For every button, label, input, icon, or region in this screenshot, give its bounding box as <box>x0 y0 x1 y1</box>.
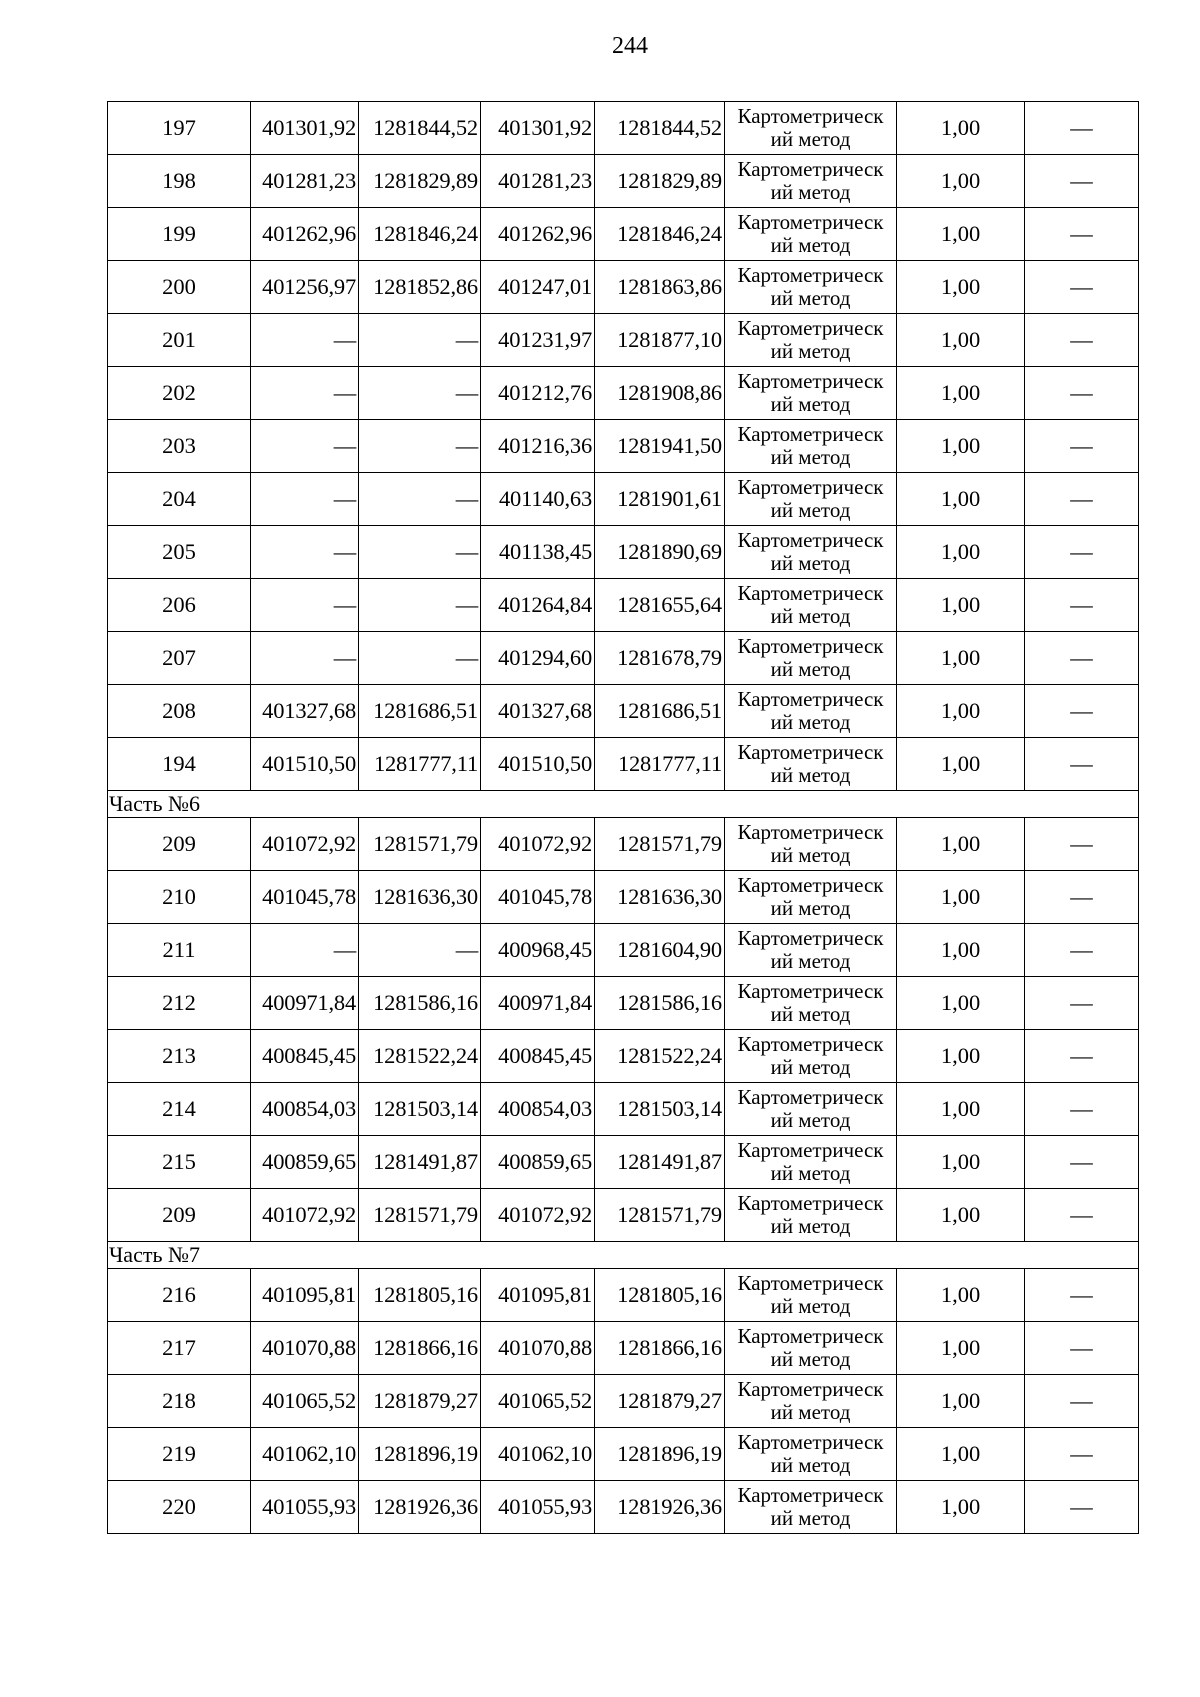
y-new-cell: 1281604,90 <box>595 924 725 977</box>
y-old-cell: 1281852,86 <box>359 261 481 314</box>
method-line-1: Картометрическ <box>737 634 884 658</box>
method-line-2: ий метод <box>770 896 851 920</box>
table-row <box>108 526 1139 579</box>
x-old-cell: 401327,68 <box>251 685 359 738</box>
x-old-cell: — <box>251 473 359 526</box>
x-new-cell: 401294,60 <box>481 632 595 685</box>
accuracy-cell: 1,00 <box>897 1428 1025 1481</box>
method-line-1: Картометрическ <box>737 926 884 950</box>
method-cell <box>725 579 897 632</box>
point-number-cell: 201 <box>108 314 251 367</box>
x-old-cell: 400845,45 <box>251 1030 359 1083</box>
method-line-2: ий метод <box>770 339 851 363</box>
note-cell: — <box>1025 473 1139 526</box>
x-new-cell: 401510,50 <box>481 738 595 791</box>
method-line-1: Картометрическ <box>737 475 884 499</box>
y-new-cell: 1281829,89 <box>595 155 725 208</box>
method-line-1: Картометрическ <box>737 979 884 1003</box>
table-row <box>108 420 1139 473</box>
y-old-cell: 1281491,87 <box>359 1136 481 1189</box>
table-row <box>108 924 1139 977</box>
x-new-cell: 401264,84 <box>481 579 595 632</box>
method-line-2: ий метод <box>770 1453 851 1477</box>
x-old-cell: 400859,65 <box>251 1136 359 1189</box>
accuracy-cell: 1,00 <box>897 818 1025 871</box>
table-body <box>108 102 1139 1534</box>
point-number-cell: 217 <box>108 1322 251 1375</box>
method-line-1: Картометрическ <box>737 820 884 844</box>
table-row <box>108 1189 1139 1242</box>
point-number-cell: 218 <box>108 1375 251 1428</box>
method-line-1: Картометрическ <box>737 263 884 287</box>
accuracy-cell: 1,00 <box>897 1189 1025 1242</box>
x-old-cell: 401072,92 <box>251 1189 359 1242</box>
method-line-2: ий метод <box>770 180 851 204</box>
x-old-cell: 401045,78 <box>251 871 359 924</box>
note-cell: — <box>1025 579 1139 632</box>
note-cell: — <box>1025 420 1139 473</box>
method-line-1: Картометрическ <box>737 1483 884 1507</box>
y-new-cell: 1281879,27 <box>595 1375 725 1428</box>
accuracy-cell: 1,00 <box>897 1322 1025 1375</box>
method-line-2: ий метод <box>770 710 851 734</box>
method-line-1: Картометрическ <box>737 1032 884 1056</box>
point-number-cell: 214 <box>108 1083 251 1136</box>
table-row <box>108 1083 1139 1136</box>
x-new-cell: 401065,52 <box>481 1375 595 1428</box>
method-cell <box>725 871 897 924</box>
y-old-cell: 1281866,16 <box>359 1322 481 1375</box>
method-cell <box>725 526 897 579</box>
note-cell: — <box>1025 1083 1139 1136</box>
x-old-cell: 401072,92 <box>251 818 359 871</box>
point-number-cell: 205 <box>108 526 251 579</box>
x-new-cell: 401262,96 <box>481 208 595 261</box>
method-line-2: ий метод <box>770 1400 851 1424</box>
note-cell: — <box>1025 314 1139 367</box>
table-row <box>108 632 1139 685</box>
y-new-cell: 1281866,16 <box>595 1322 725 1375</box>
table-row <box>108 102 1139 155</box>
y-new-cell: 1281877,10 <box>595 314 725 367</box>
table-row <box>108 1375 1139 1428</box>
method-cell <box>725 1375 897 1428</box>
note-cell: — <box>1025 1322 1139 1375</box>
x-new-cell: 401045,78 <box>481 871 595 924</box>
method-line-2: ий метод <box>770 1214 851 1238</box>
table-row <box>108 818 1139 871</box>
x-new-cell: 401301,92 <box>481 102 595 155</box>
x-new-cell: 401281,23 <box>481 155 595 208</box>
method-line-2: ий метод <box>770 1347 851 1371</box>
y-old-cell: — <box>359 314 481 367</box>
method-line-2: ий метод <box>770 1506 851 1530</box>
method-line-1: Картометрическ <box>737 104 884 128</box>
x-old-cell: 401301,92 <box>251 102 359 155</box>
note-cell: — <box>1025 1269 1139 1322</box>
y-old-cell: 1281686,51 <box>359 685 481 738</box>
y-old-cell: — <box>359 367 481 420</box>
x-old-cell: — <box>251 314 359 367</box>
method-cell <box>725 685 897 738</box>
point-number-cell: 194 <box>108 738 251 791</box>
method-cell <box>725 314 897 367</box>
y-new-cell: 1281655,64 <box>595 579 725 632</box>
method-line-2: ий метод <box>770 843 851 867</box>
y-new-cell: 1281844,52 <box>595 102 725 155</box>
point-number-cell: 212 <box>108 977 251 1030</box>
method-line-2: ий метод <box>770 286 851 310</box>
x-old-cell: 401055,93 <box>251 1481 359 1534</box>
method-line-2: ий метод <box>770 763 851 787</box>
accuracy-cell: 1,00 <box>897 1083 1025 1136</box>
table-row <box>108 871 1139 924</box>
y-new-cell: 1281503,14 <box>595 1083 725 1136</box>
point-number-cell: 206 <box>108 579 251 632</box>
x-old-cell: — <box>251 579 359 632</box>
x-old-cell: 401095,81 <box>251 1269 359 1322</box>
y-new-cell: 1281908,86 <box>595 367 725 420</box>
accuracy-cell: 1,00 <box>897 367 1025 420</box>
y-new-cell: 1281805,16 <box>595 1269 725 1322</box>
y-new-cell: 1281901,61 <box>595 473 725 526</box>
note-cell: — <box>1025 1481 1139 1534</box>
method-cell <box>725 1269 897 1322</box>
y-new-cell: 1281491,87 <box>595 1136 725 1189</box>
accuracy-cell: 1,00 <box>897 924 1025 977</box>
x-new-cell: 401247,01 <box>481 261 595 314</box>
accuracy-cell: 1,00 <box>897 685 1025 738</box>
table-row <box>108 685 1139 738</box>
point-number-cell: 199 <box>108 208 251 261</box>
method-line-2: ий метод <box>770 498 851 522</box>
point-number-cell: 213 <box>108 1030 251 1083</box>
table-row <box>108 261 1139 314</box>
method-line-1: Картометрическ <box>737 740 884 764</box>
method-line-1: Картометрическ <box>737 1430 884 1454</box>
accuracy-cell: 1,00 <box>897 473 1025 526</box>
accuracy-cell: 1,00 <box>897 261 1025 314</box>
accuracy-cell: 1,00 <box>897 632 1025 685</box>
y-new-cell: 1281846,24 <box>595 208 725 261</box>
x-new-cell: 401072,92 <box>481 1189 595 1242</box>
x-new-cell: 401055,93 <box>481 1481 595 1534</box>
table-row <box>108 579 1139 632</box>
accuracy-cell: 1,00 <box>897 1030 1025 1083</box>
method-cell <box>725 632 897 685</box>
y-new-cell: 1281678,79 <box>595 632 725 685</box>
coordinates-table <box>107 101 1139 1534</box>
x-new-cell: 400859,65 <box>481 1136 595 1189</box>
y-new-cell: 1281636,30 <box>595 871 725 924</box>
note-cell: — <box>1025 685 1139 738</box>
method-line-1: Картометрическ <box>737 1085 884 1109</box>
y-new-cell: 1281926,36 <box>595 1481 725 1534</box>
note-cell: — <box>1025 261 1139 314</box>
y-new-cell: 1281586,16 <box>595 977 725 1030</box>
x-old-cell: — <box>251 632 359 685</box>
note-cell: — <box>1025 526 1139 579</box>
table-row <box>108 155 1139 208</box>
method-cell <box>725 155 897 208</box>
note-cell: — <box>1025 818 1139 871</box>
point-number-cell: 215 <box>108 1136 251 1189</box>
y-old-cell: 1281896,19 <box>359 1428 481 1481</box>
accuracy-cell: 1,00 <box>897 1375 1025 1428</box>
accuracy-cell: 1,00 <box>897 526 1025 579</box>
method-cell <box>725 924 897 977</box>
y-old-cell: — <box>359 579 481 632</box>
y-old-cell: 1281522,24 <box>359 1030 481 1083</box>
method-line-2: ий метод <box>770 1108 851 1132</box>
method-line-1: Картометрическ <box>737 873 884 897</box>
table-row <box>108 1269 1139 1322</box>
method-line-2: ий метод <box>770 1002 851 1026</box>
accuracy-cell: 1,00 <box>897 314 1025 367</box>
method-line-1: Картометрическ <box>737 157 884 181</box>
method-cell <box>725 818 897 871</box>
method-line-1: Картометрическ <box>737 581 884 605</box>
y-old-cell: — <box>359 420 481 473</box>
accuracy-cell: 1,00 <box>897 155 1025 208</box>
method-cell <box>725 1136 897 1189</box>
method-cell <box>725 977 897 1030</box>
method-line-1: Картометрическ <box>737 1271 884 1295</box>
y-new-cell: 1281686,51 <box>595 685 725 738</box>
table-row <box>108 208 1139 261</box>
point-number-cell: 203 <box>108 420 251 473</box>
accuracy-cell: 1,00 <box>897 1481 1025 1534</box>
y-old-cell: 1281571,79 <box>359 818 481 871</box>
method-line-2: ий метод <box>770 392 851 416</box>
x-new-cell: 401062,10 <box>481 1428 595 1481</box>
method-line-2: ий метод <box>770 657 851 681</box>
x-new-cell: 401095,81 <box>481 1269 595 1322</box>
method-line-1: Картометрическ <box>737 687 884 711</box>
table-row <box>108 1136 1139 1189</box>
note-cell: — <box>1025 924 1139 977</box>
accuracy-cell: 1,00 <box>897 102 1025 155</box>
method-line-1: Картометрическ <box>737 422 884 446</box>
point-number-cell: 202 <box>108 367 251 420</box>
method-line-1: Картометрическ <box>737 1191 884 1215</box>
method-cell <box>725 1428 897 1481</box>
note-cell: — <box>1025 102 1139 155</box>
note-cell: — <box>1025 1030 1139 1083</box>
x-new-cell: 401212,76 <box>481 367 595 420</box>
note-cell: — <box>1025 155 1139 208</box>
method-line-2: ий метод <box>770 949 851 973</box>
section-label: Часть №6 <box>108 791 1139 818</box>
y-old-cell: 1281805,16 <box>359 1269 481 1322</box>
note-cell: — <box>1025 738 1139 791</box>
y-old-cell: 1281503,14 <box>359 1083 481 1136</box>
table-row <box>108 1322 1139 1375</box>
method-line-2: ий метод <box>770 127 851 151</box>
x-old-cell: — <box>251 367 359 420</box>
method-line-1: Картометрическ <box>737 210 884 234</box>
note-cell: — <box>1025 367 1139 420</box>
method-line-1: Картометрическ <box>737 316 884 340</box>
y-old-cell: 1281586,16 <box>359 977 481 1030</box>
point-number-cell: 216 <box>108 1269 251 1322</box>
x-old-cell: 400971,84 <box>251 977 359 1030</box>
y-old-cell: 1281844,52 <box>359 102 481 155</box>
table-row <box>108 977 1139 1030</box>
y-old-cell: — <box>359 526 481 579</box>
method-cell <box>725 1322 897 1375</box>
method-line-1: Картометрическ <box>737 1324 884 1348</box>
point-number-cell: 209 <box>108 1189 251 1242</box>
y-new-cell: 1281863,86 <box>595 261 725 314</box>
y-old-cell: 1281846,24 <box>359 208 481 261</box>
point-number-cell: 220 <box>108 1481 251 1534</box>
method-cell <box>725 102 897 155</box>
note-cell: — <box>1025 632 1139 685</box>
x-old-cell: — <box>251 526 359 579</box>
method-cell <box>725 1083 897 1136</box>
y-old-cell: 1281829,89 <box>359 155 481 208</box>
section-header-row <box>108 791 1139 818</box>
method-line-2: ий метод <box>770 604 851 628</box>
method-line-2: ий метод <box>770 233 851 257</box>
accuracy-cell: 1,00 <box>897 1269 1025 1322</box>
table-row <box>108 473 1139 526</box>
accuracy-cell: 1,00 <box>897 579 1025 632</box>
x-new-cell: 401072,92 <box>481 818 595 871</box>
note-cell: — <box>1025 871 1139 924</box>
note-cell: — <box>1025 208 1139 261</box>
y-new-cell: 1281896,19 <box>595 1428 725 1481</box>
y-old-cell: 1281636,30 <box>359 871 481 924</box>
accuracy-cell: 1,00 <box>897 208 1025 261</box>
table-row <box>108 1481 1139 1534</box>
accuracy-cell: 1,00 <box>897 871 1025 924</box>
accuracy-cell: 1,00 <box>897 977 1025 1030</box>
x-old-cell: 401065,52 <box>251 1375 359 1428</box>
y-old-cell: — <box>359 473 481 526</box>
method-cell <box>725 1030 897 1083</box>
table-row <box>108 738 1139 791</box>
method-line-2: ий метод <box>770 1161 851 1185</box>
point-number-cell: 209 <box>108 818 251 871</box>
point-number-cell: 219 <box>108 1428 251 1481</box>
accuracy-cell: 1,00 <box>897 1136 1025 1189</box>
note-cell: — <box>1025 977 1139 1030</box>
x-old-cell: 401262,96 <box>251 208 359 261</box>
point-number-cell: 197 <box>108 102 251 155</box>
y-new-cell: 1281522,24 <box>595 1030 725 1083</box>
method-cell <box>725 261 897 314</box>
x-old-cell: 401070,88 <box>251 1322 359 1375</box>
method-cell <box>725 1481 897 1534</box>
x-old-cell: 400854,03 <box>251 1083 359 1136</box>
x-old-cell: — <box>251 924 359 977</box>
y-old-cell: — <box>359 632 481 685</box>
y-new-cell: 1281941,50 <box>595 420 725 473</box>
method-cell <box>725 367 897 420</box>
point-number-cell: 208 <box>108 685 251 738</box>
x-old-cell: — <box>251 420 359 473</box>
point-number-cell: 198 <box>108 155 251 208</box>
y-old-cell: — <box>359 924 481 977</box>
y-old-cell: 1281879,27 <box>359 1375 481 1428</box>
accuracy-cell: 1,00 <box>897 420 1025 473</box>
method-line-1: Картометрическ <box>737 528 884 552</box>
method-line-2: ий метод <box>770 551 851 575</box>
x-new-cell: 401231,97 <box>481 314 595 367</box>
method-line-2: ий метод <box>770 1055 851 1079</box>
method-line-1: Картометрическ <box>737 1138 884 1162</box>
y-old-cell: 1281926,36 <box>359 1481 481 1534</box>
table-row <box>108 1428 1139 1481</box>
method-cell <box>725 208 897 261</box>
x-old-cell: 401062,10 <box>251 1428 359 1481</box>
method-cell <box>725 473 897 526</box>
y-new-cell: 1281890,69 <box>595 526 725 579</box>
method-cell <box>725 420 897 473</box>
section-header-row <box>108 1242 1139 1269</box>
x-new-cell: 400845,45 <box>481 1030 595 1083</box>
section-label: Часть №7 <box>108 1242 1139 1269</box>
x-old-cell: 401510,50 <box>251 738 359 791</box>
x-old-cell: 401256,97 <box>251 261 359 314</box>
x-new-cell: 401070,88 <box>481 1322 595 1375</box>
note-cell: — <box>1025 1136 1139 1189</box>
x-new-cell: 401327,68 <box>481 685 595 738</box>
method-line-2: ий метод <box>770 445 851 469</box>
point-number-cell: 204 <box>108 473 251 526</box>
y-old-cell: 1281571,79 <box>359 1189 481 1242</box>
note-cell: — <box>1025 1189 1139 1242</box>
method-cell <box>725 738 897 791</box>
point-number-cell: 200 <box>108 261 251 314</box>
x-new-cell: 401140,63 <box>481 473 595 526</box>
table-row <box>108 1030 1139 1083</box>
method-line-1: Картометрическ <box>737 369 884 393</box>
method-line-2: ий метод <box>770 1294 851 1318</box>
accuracy-cell: 1,00 <box>897 738 1025 791</box>
x-new-cell: 401138,45 <box>481 526 595 579</box>
note-cell: — <box>1025 1375 1139 1428</box>
method-cell <box>725 1189 897 1242</box>
point-number-cell: 211 <box>108 924 251 977</box>
table-row <box>108 314 1139 367</box>
x-new-cell: 400968,45 <box>481 924 595 977</box>
point-number-cell: 207 <box>108 632 251 685</box>
y-old-cell: 1281777,11 <box>359 738 481 791</box>
y-new-cell: 1281777,11 <box>595 738 725 791</box>
method-line-1: Картометрическ <box>737 1377 884 1401</box>
y-new-cell: 1281571,79 <box>595 818 725 871</box>
point-number-cell: 210 <box>108 871 251 924</box>
x-new-cell: 400971,84 <box>481 977 595 1030</box>
note-cell: — <box>1025 1428 1139 1481</box>
y-new-cell: 1281571,79 <box>595 1189 725 1242</box>
x-new-cell: 401216,36 <box>481 420 595 473</box>
x-old-cell: 401281,23 <box>251 155 359 208</box>
page-number: 244 <box>612 33 648 59</box>
table-row <box>108 367 1139 420</box>
x-new-cell: 400854,03 <box>481 1083 595 1136</box>
